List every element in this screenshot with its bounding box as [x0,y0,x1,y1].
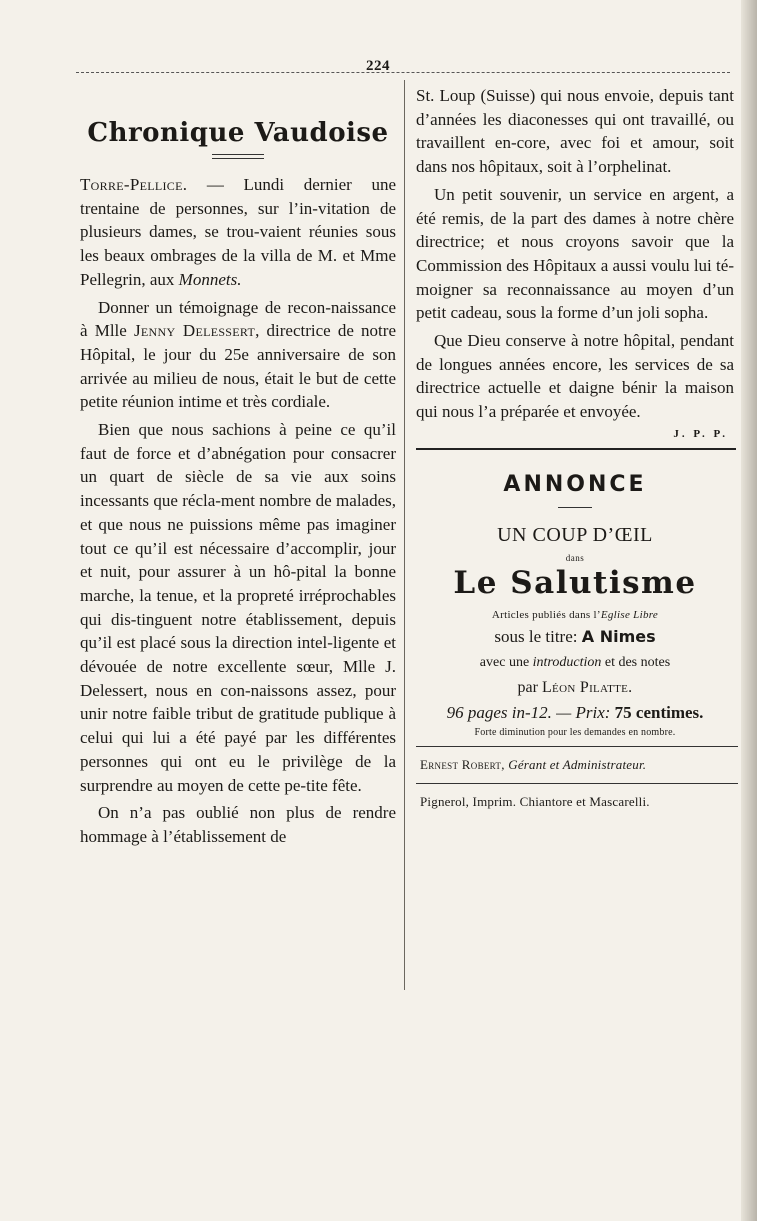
heading-rule [212,154,264,159]
column-divider [404,80,405,990]
ad-subtitle-text: sous le titre: [494,626,582,646]
ad-price-line [416,703,734,723]
ad-price-value: 75 centimes. [614,702,704,722]
ad-intro-line [416,655,734,671]
ad-intro-italic: introduction [532,654,602,670]
paragraph-4: On n’a pas oublié non plus de rendre hommage à l’établissement de [80,803,396,846]
ad-discount-note: Forte diminution pour les demandes en nombre. [474,726,676,738]
page-number: 224 [366,58,390,74]
place-name-2: Monnets. [178,269,242,289]
paragraph-6: Que Dieu conserve à notre hôpital, pendant de longues années encore, les services de sa directrice actuelle et daigne bénir la maison qui nous l’a préparée et envoyée. [416,331,734,422]
paragraph-1-text: — Lundi dernier une trentaine de personnes, sur l’in-vitation de plusieurs dames, se trou-vaient réunies sous les beaux ombrages de la villa de M. et Mme Pellegrin, aux [80,175,396,289]
ad-intro-pre: avec une [479,654,533,670]
ad-articles-line [416,609,734,621]
section-rule [416,448,736,450]
imprint-rule-2 [416,783,738,784]
paragraph-2-text-a: Donner un témoignage de recon-naissance à Mlle [80,297,396,341]
manager-role: Gérant et Administrateur. [508,756,647,772]
advertisement [416,472,734,738]
place-name: Torre-Pellice. [80,175,188,194]
ad-author-name: Léon Pilatte. [541,678,633,696]
imprint-manager-line [420,757,734,773]
ad-intro-post: et des notes [601,654,671,670]
paragraph-3: Bien que nous sachions à peine ce qu’il faut de force et d’abnégation pour consacrer un quart de siècle de sa vie aux soins incessants que récla-ment nombre de malades, et que nous ne puissions même pas imaginer tout ce qu’il est nécessaire d’accomplir, jour et nuit, pour assurer à un hô-pital la bonne marche, la tenue, et la propreté irréprochables qui dis-tinguent notre établissement, depuis qu’il est placé sous la direction intel-ligente et dévouée de notre excellente sœur, Mlle J. Delessert, nous en con-naissons assez, pour unir notre faible tribut de gratitude publique à celui qui lui a été payé par les différentes personnes qui ont eu le privilège de la surprendre au moyen de cette pe-tite fête. [80,420,396,795]
manager-name: Ernest Robert, [420,756,505,772]
ad-dans: dans [565,552,585,563]
author-signature: J. P. P. [673,427,728,440]
imprint-printer-line: Pignerol, Imprim. Chiantore et Mascarelli. [420,793,650,809]
section-heading: Chronique Vaudoise [87,118,389,148]
ad-journal-name: Eglise Libre [600,608,659,621]
right-column [416,84,734,810]
imprint-rule [416,746,738,747]
paragraph-2-text-b: , directrice de notre Hôpital, le jour du 25e anniversaire de son arrivée au milieu de nous, était le but de cette petite réunion intime et très cordiale. [80,321,396,412]
ad-subtitle-bold: A Nimes [581,626,656,646]
ad-price-text: 96 pages in-12. — Prix: [446,702,615,722]
ad-author-line [416,679,734,697]
header-rule [76,72,730,73]
ad-subtitle-line [416,627,734,647]
ad-book-title: Le Salutisme [453,564,697,601]
paragraph-2 [80,296,396,415]
ad-par-text: par [517,678,542,696]
paragraph-1 [80,173,396,292]
annonce-title: ANNONCE [503,471,647,497]
paragraph-4-continued: St. Loup (Suisse) qui nous envoie, depuis tant d’années les diaconesses qui ont travaillé, ou travaillent en-core, avec foi et amour, soit dans nos hôpitaux, soit à l’orphelinat. [416,86,734,177]
ad-articles-text: Articles publiés dans l’ [491,608,601,621]
paragraph-5: Un petit souvenir, un service en argent, a été remis, de la part des dames à notre chère directrice; et nous croyons savoir que la Commission des Hôpitaux a aussi voulu lui té-moigner sa reconnaissance au moyen d’un petit cadeau, sous la forme d’un joli sopha. [416,184,734,323]
person-name: Jenny Delessert [133,321,256,341]
page-edge-shadow [741,0,757,1221]
ad-book-line: UN COUP D’ŒIL [497,523,653,546]
annonce-rule [558,507,592,508]
left-column [80,84,396,853]
